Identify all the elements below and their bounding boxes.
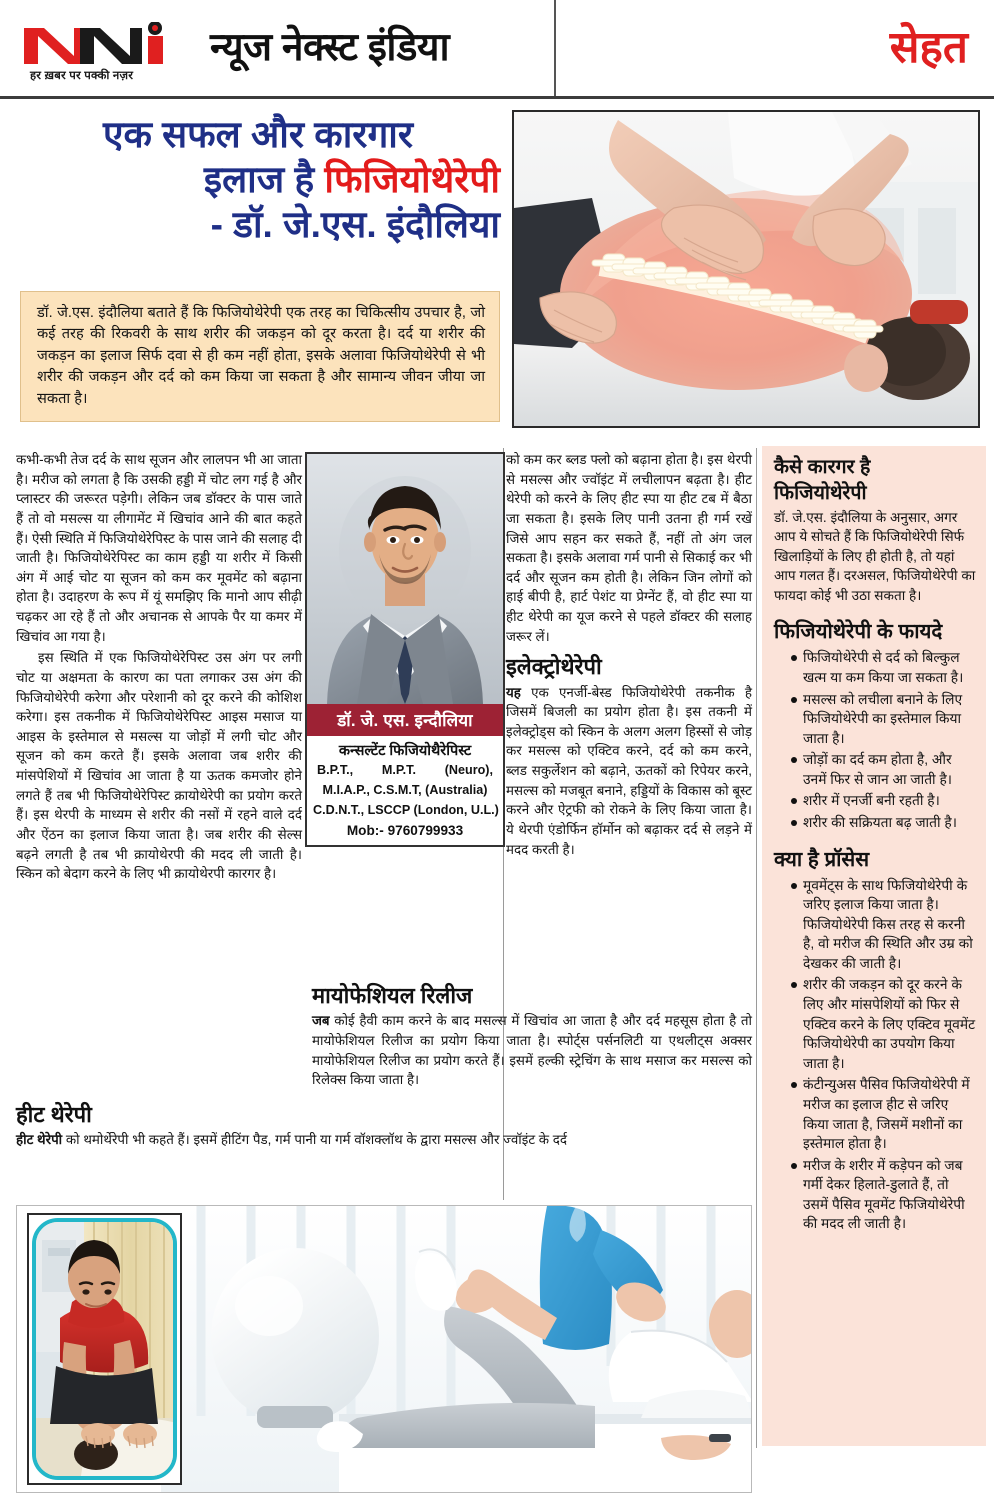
- list-item: मूवमेंट्स के साथ फिजियोथेरेपी के जरिए इलाज किया जाता है। फिजियोथेरेपी किस तरह से करनी है, वो मरीज की स्थिति और उम्र को देखकर की जाती है।: [791, 876, 976, 974]
- body-column-3: [506, 450, 752, 861]
- electrotherapy-heading: इलेक्ट्रोथेरेपी: [506, 654, 602, 680]
- heat-therapy-lead: हीट थेरेपी: [16, 1132, 63, 1148]
- sidebar-heading-process: क्या है प्रॉसेस: [774, 847, 870, 871]
- myofascial-paragraph: [312, 1011, 752, 1090]
- headline-line-3: - डॉ. जे.एस. इंदौलिया: [210, 204, 500, 246]
- headline-line-1: एक सफल और कारगार: [102, 114, 413, 155]
- sidebar: [762, 446, 986, 1446]
- sidebar-heading-1-line-2: फिजियोथेरेपी: [774, 481, 867, 504]
- electrotherapy-paragraph: [506, 683, 752, 860]
- logo-tagline: हर ख़बर पर पक्की नज़र: [30, 70, 134, 82]
- headline-keyword-physiotherapy: फिजियोथेरेपी: [324, 159, 500, 201]
- myofascial-section: [312, 975, 752, 1092]
- list-item: शरीर की जकड़न को दूर करने के लिए और मांसपेशियों को फिर से एक्टिव करने के लिए एक्टिव मूवमेंट फिजियोथेरेपी का उपयोग किया जाता है।: [791, 975, 976, 1073]
- list-item: मरीज के शरीर में कड़ेपन को जब गर्मी देकर हिलाते-डुलाते हैं, तो उसमें पैसिव मूवमेंट फिजियोथेरेपी की मदद ली जाती है।: [791, 1156, 976, 1234]
- sidebar-heading-1-line-1: कैसे कारगर है: [774, 456, 871, 478]
- myofascial-body: कोई हैवी काम करने के बाद मसल्स में खिचांव आ जाता है और दर्द महसूस होता है तो मायोफेशियल रिलीज का प्रयोग किया जाता है। स्पोर्ट्स पर्सनलिटी या एथलीट्स अक्सर मायोफेशियल रिलीज का प्रयोग करते हैं। इसमें हल्की स्ट्रेचिंग के साथ मसाज कर मसल्स को रिलेक्स किया जाता है।: [312, 1013, 752, 1088]
- headline-line-2: [16, 157, 500, 202]
- doctor-qualification-1: [307, 761, 503, 781]
- massage-illustration: [36, 1222, 177, 1480]
- masthead: [0, 0, 994, 99]
- intro-paragraph: डॉ. जे.एस. इंदौलिया बताते हैं कि फिजियोथेरेपी एक तरह का चिकित्सीय उपचार है, जो कई तरह की रिकवरी के साथ शरीर की जकड़न को दूर करता है। दर्द या शरीर की जकड़न का इलाज सिर्फ दवा से ही कम नहीं होता, इसके अलावा फिजियोथेरेपी से भी शरीर की जकड़न और दर्द को कम किया जा सकता है और सामान्य जीवन जीया जा सकता है।: [37, 305, 485, 407]
- masthead-brand: [0, 0, 556, 96]
- list-item: फिजियोथेरेपी से दर्द को बिल्कुल खत्म या कम किया जा सकता है।: [791, 648, 976, 687]
- leg-stretch-illustration: [161, 1206, 752, 1492]
- myofascial-heading: मायोफेशियल रिलीज: [312, 983, 473, 1008]
- list-item: मसल्स को लचीला बनाने के लिए फिजियोथेरेपी का इस्तेमाल किया जाता है।: [791, 690, 976, 749]
- heat-therapy-heading: हीट थेरेपी: [16, 1102, 92, 1127]
- list-item: शरीर में एनर्जी बनी रहती है।: [791, 791, 976, 811]
- paragraph-col1-2: इस स्थिति में एक फिजियोथेरेपिस्ट उस अंग पर लगी चोट या अक्षमता के कारण का पता लगाकर उस अंग की फिजियोथेरेपी करेगा और परेशानी को दूर करने की कोशिश करेगा। इस तकनीक में फिजियोथेरेपिस्ट आइस मसाज या आइस के इस्तेमाल से मसल्स या जोड़ों में लगी चोट और सूजन को कम करते हैं। इसके अलावा जब शरीर की मांसपेशियों में खिचांव आ जाता है या ऊतक कमजोर होने लगते हैं तब भी फिजियोथेरेपिस्ट क्रायोथेरेपी का प्रयोग करते हैं। इस थेरपी के माध्यम से शरीर की नसों में रहने वाले दर्द और ऐंठन का इलाज किया जाता है। जब शरीर की सेल्स बढ़ने लगती है तब भी क्रायोथेरपी की मदद ली जाती है। स्किन को बेदाग करने के लिए भी क्रायोथेरपी कारगर है।: [16, 650, 302, 882]
- hero-image: [512, 110, 980, 428]
- electrotherapy-body: एक एनर्जी-बेस्ड फिजियोथेरेपी तकनीक है जिसमें बिजली का प्रयोग होता है। इस तकनी में इलेक्ट्रोड्स को स्किन के अलग अलग हिस्सों से जोड़ कर मसल्स को एक्टिव करने, दर्द को कम करने, ब्लड सकुर्लेशन को बढ़ाने, ऊतकों को रिपेयर करने, मसल्स को मजबूत बनाने, हड्डियों के विकास को बूस्ट करने और ऐट्रफी को रोकने के लिए किया जाता है। ये थेरपी एंडोर्फिन हॉर्मोन को बढ़ाकर दर्द से लड़ने में मदद करती है।: [506, 684, 752, 857]
- headline-line-2-plain: इलाज है: [203, 159, 325, 201]
- qual-mpt: M.P.T.: [381, 763, 416, 777]
- logo-wordmark: न्यूज नेक्स्ट इंडिया: [210, 25, 450, 69]
- bottom-wide-image: [161, 1206, 752, 1492]
- qual-neuro: (Neuro),: [444, 763, 493, 777]
- paragraph-col1-1: कभी-कभी तेज दर्द के साथ सूजन और लालपन भी आ जाता है। मरीज को लगता है कि उसकी हड्डी में चोट लग गई है और प्लास्टर की जरूरत पड़ेगी। लेकिन जब डॉक्टर के पास जाते हैं तो वो मसल्स या लीगामेंट में खिचांव आने की बात कहते हैं। ऐसी स्थिति में फिजियोथेरेपिस्ट के पास जाने की सलाह दी जाती है। फिजियोथेरेपिस्ट का काम हड्डी या शरीर में किसी अंग में आई चोट या सूजन को कम कर मूवमेंट को बढ़ाना होता है। उदाहरण के रूप में यूं समझिए कि मानो आप सीढ़ी चढ़कर आ रहे हैं तो और अचानक से आपके पैर या कमर में खिचांव आ गया है।: [16, 452, 302, 644]
- doctor-card: [305, 452, 505, 847]
- heat-therapy-section: [16, 1094, 598, 1152]
- column-rule-2: [756, 448, 757, 1448]
- list-item: जोड़ों का दर्द कम होता है, और उनमें फिर से जान आ जाती है।: [791, 750, 976, 789]
- doctor-portrait-illustration: [307, 454, 503, 704]
- doctor-name: डॉ. जे. एस. इन्दौलिया: [307, 704, 503, 736]
- list-item: कंटीन्युअस पैसिव फिजियोथेरेपी में मरीज का इलाज हीट से जरिए किया जाता है, जिसमें मशीनों का इस्तेमाल होता है।: [791, 1075, 976, 1153]
- inset-frame: [32, 1218, 177, 1480]
- list-item: शरीर की सक्रियता बढ़ जाती है।: [791, 813, 976, 833]
- intro-box: [20, 291, 500, 422]
- doctor-qualification-3: C.D.N.T., LSCCP (London, U.L.): [313, 802, 499, 817]
- paragraph-col2-1: को कम कर ब्लड फ्लो को बढ़ाना होता है। इस थेरपी से मसल्स और ज्वॉइंट में लचीलापन बढ़ता है। हीट थेरेपी को करने के लिए हीट स्पा या हीट टब में बैठा जा सकता है। इसके लिए पानी उतना ही गर्म रखें जिसे आप सहन कर सकते हैं, नहीं तो अंग जल सकता है। इसके अलावा गर्म पानी से सिकाई कर भी दर्द और सूजन कम होती है। लेकिन जिन लोगों को हाई बीपी है, हार्ट पेशंट या प्रेग्नेंट हैं, वो हीट स्पा या हीट थेरेपी का यूज करने से पहले डॉक्टर की सलाह जरूर लें।: [506, 452, 752, 644]
- electrotherapy-lead: यह: [506, 684, 521, 700]
- headline: [16, 112, 500, 247]
- nni-logo-icon: [22, 22, 172, 66]
- doctor-mobile: Mob:- 9760799933: [346, 822, 464, 838]
- doctor-role: कन्सल्टेंट फिजियोथैरेपिस्ट: [338, 743, 472, 759]
- process-list: [774, 876, 976, 1234]
- body-column-1: [16, 450, 302, 886]
- sidebar-heading-benefits: फिजियोथेरेपी के फायदे: [774, 620, 943, 644]
- qual-bpt: B.P.T.,: [317, 763, 354, 777]
- benefits-list: [774, 648, 976, 832]
- section-label: सेहत: [889, 23, 968, 72]
- heat-therapy-paragraph: [16, 1130, 598, 1150]
- bottom-inset-image: [27, 1213, 182, 1485]
- bottom-image-strip: [16, 1205, 752, 1493]
- masthead-section: [556, 0, 994, 96]
- nni-logo: [22, 10, 204, 86]
- hero-image-illustration: [514, 112, 978, 426]
- doctor-qualification-2: M.I.A.P., C.S.M.T, (Australia): [322, 782, 488, 797]
- heat-therapy-body: को थमोर्थेरेपी भी कहते हैं। इसमें हीटिंग पैड, गर्म पानी या गर्म वॉशक्लॉथ के द्वारा मसल्स और ज्वॉइंट के दर्द: [62, 1132, 568, 1148]
- doctor-photo: [307, 454, 503, 704]
- sidebar-intro-text: डॉ. जे.एस. इंदौलिया के अनुसार, अगर आप ये सोचते हैं कि फिजियोथेरेपी सिर्फ खिलाड़ियों के लिए ही होती है, तो यहां आप गलत हैं। दरअसल, फिजियोथेरेपी का फायदा कोई भी उठा सकता है।: [774, 509, 976, 603]
- myofascial-lead: जब: [312, 1013, 330, 1029]
